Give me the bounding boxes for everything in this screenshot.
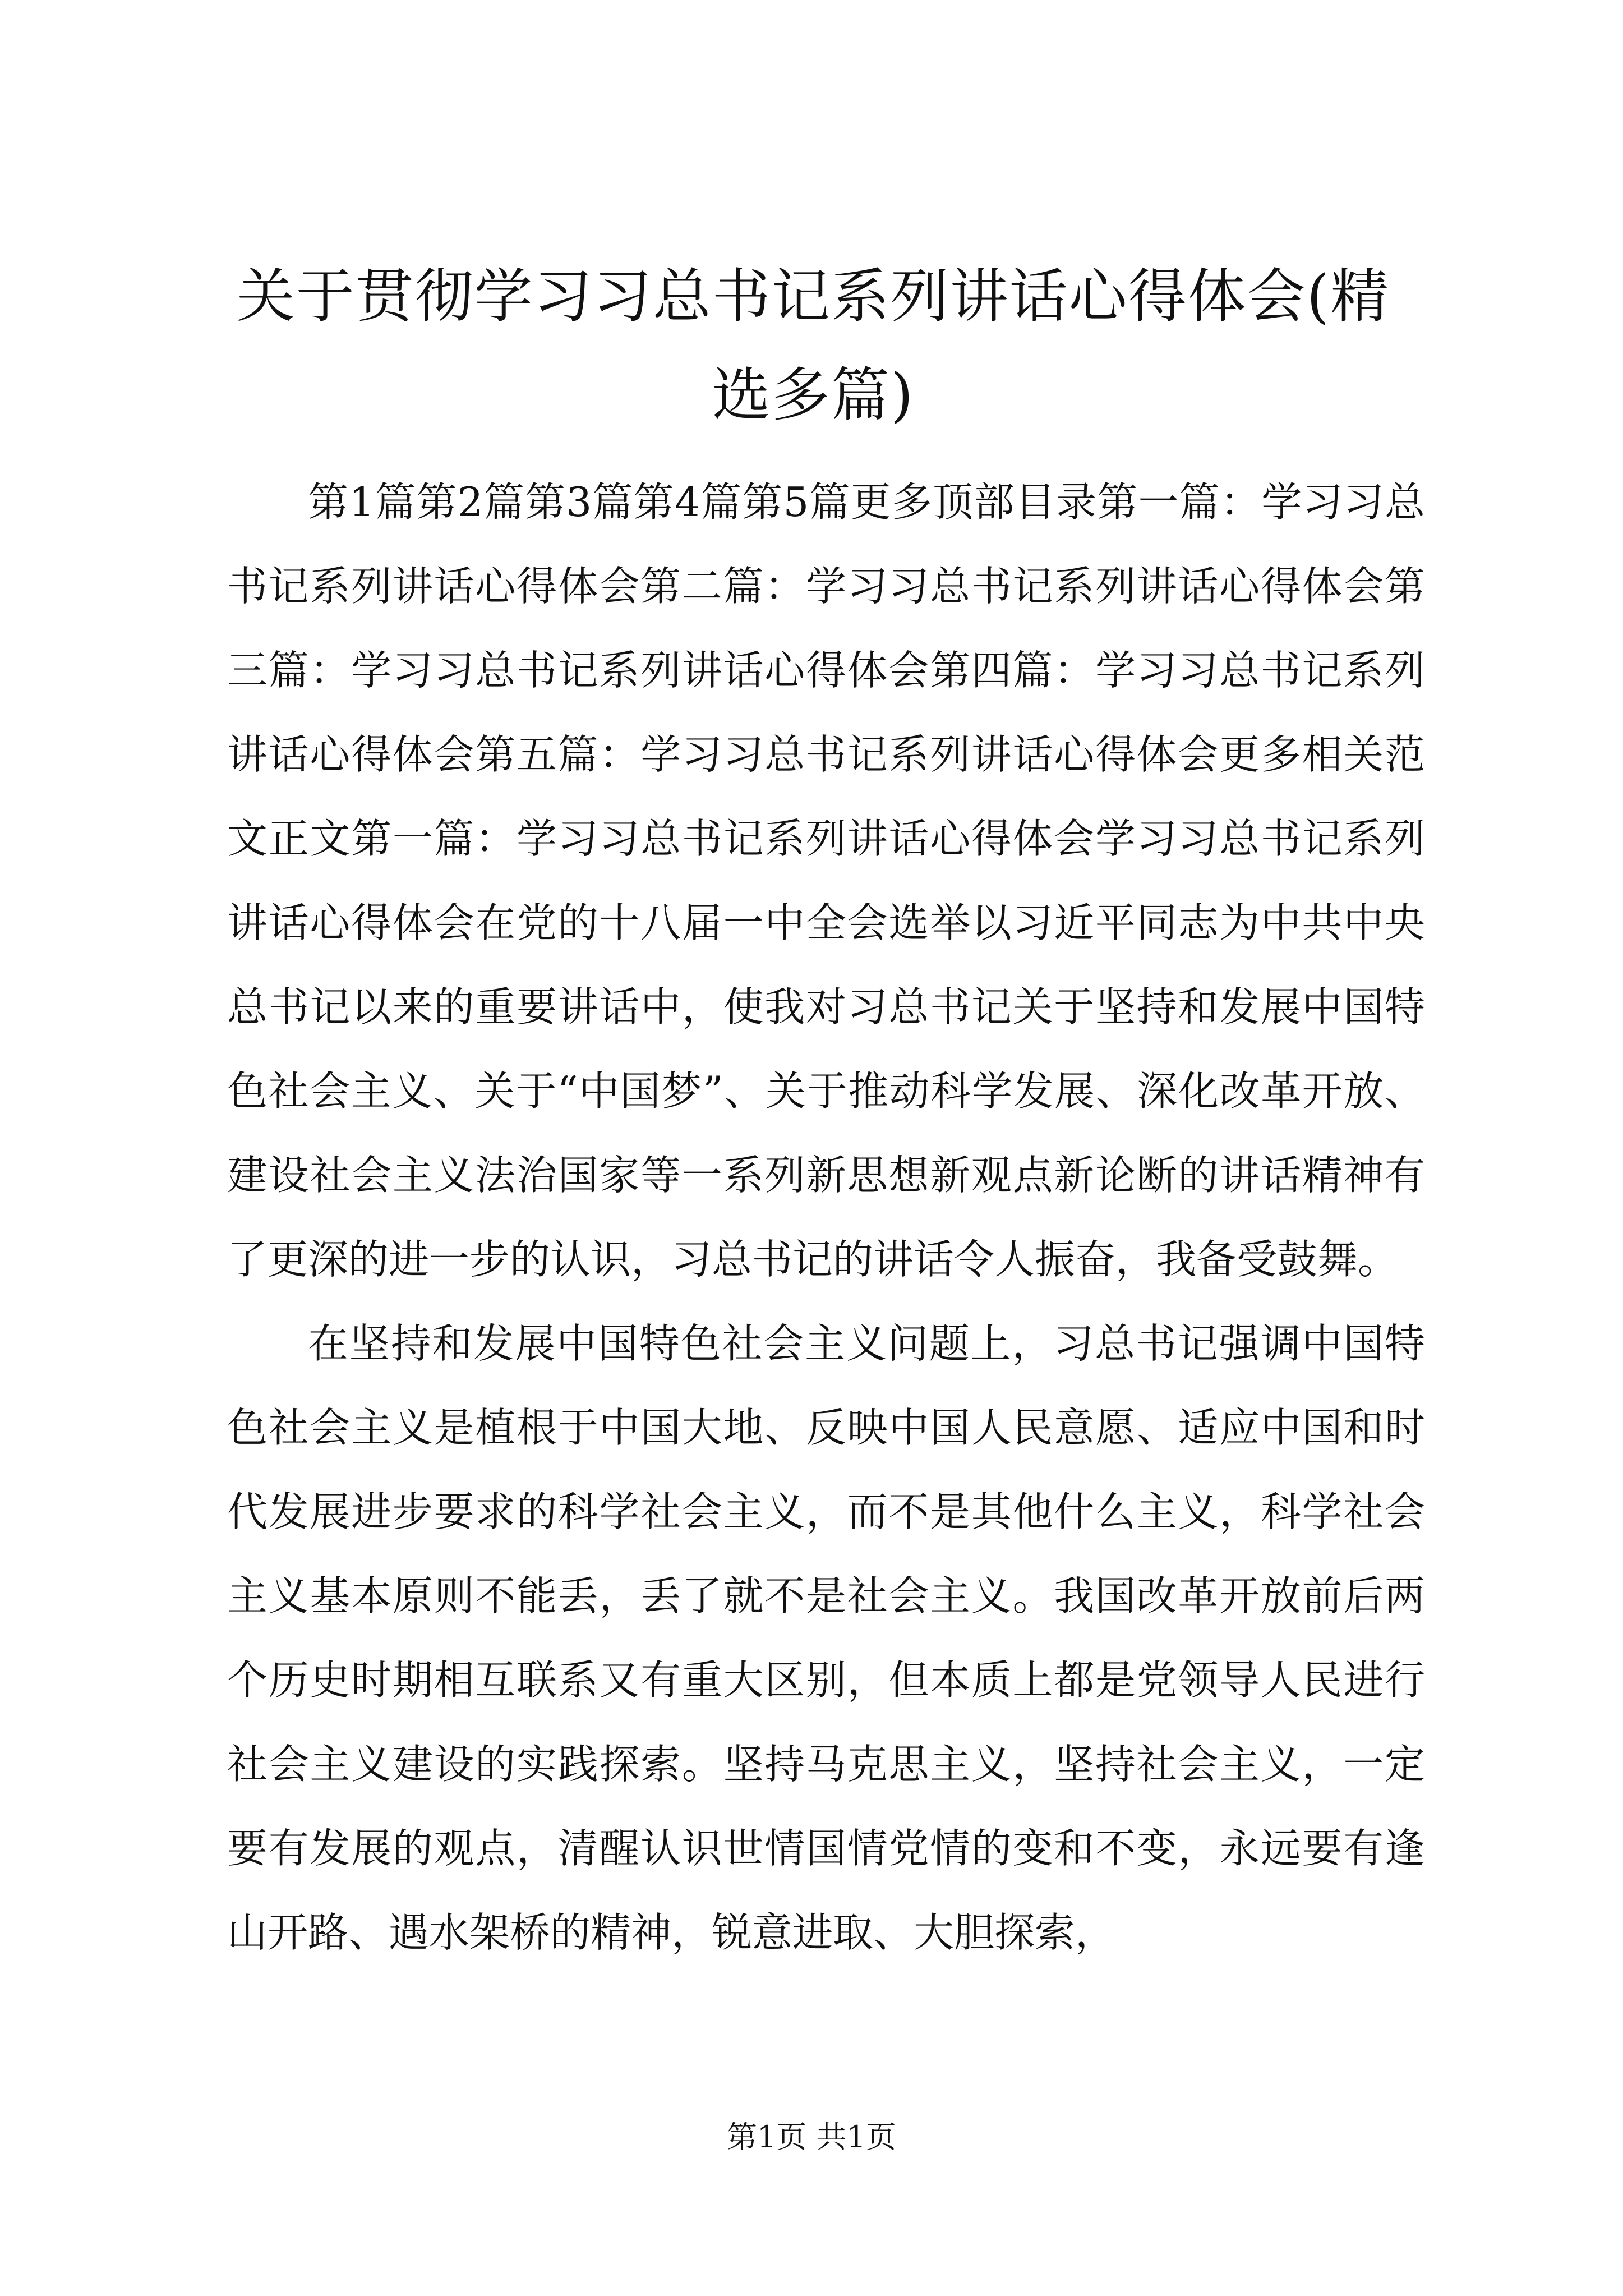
document-body [227, 460, 1425, 1975]
document-title: 关于贯彻学习习总书记系列讲话心得体会(精选多篇) [236, 262, 1390, 429]
body-paragraph: 第1篇第2篇第3篇第4篇第5篇更多顶部目录第一篇：学习习总书记系列讲话心得体会第二篇：学习习总书记系列讲话心得体会第三篇：学习习总书记系列讲话心得体会第四篇：学习习总书记系列讲话心得体会第五篇：学习习总书记系列讲话心得体会更多相关范文正文第一篇：学习习总书记系列讲话心得体会学习习总书记系列讲话心得体会在党的十八届一中全会选举以习近平同志为中共中央总书记以来的重要讲话中，使我对习总书记关于坚持和发展中国特色社会主义、关于“中国梦”、关于推动科学发展、深化改革开放、建设社会主义法治国家等一系列新思想新观点新论断的讲话精神有了更深的进一步的认识，习总书记的讲话令人振奋，我备受鼓舞。 [227, 478, 1425, 1283]
page-footer: 第1页 共1页 [727, 2119, 896, 2155]
body-paragraph: 在坚持和发展中国特色社会主义问题上，习总书记强调中国特色社会主义是植根于中国大地、反映中国人民意愿、适应中国和时代发展进步要求的科学社会主义，而不是其他什么主义，科学社会主义基本原则不能丢，丢了就不是社会主义。我国改革开放前后两个历史时期相互联系又有重大区别，但本质上都是党领导人民进行社会主义建设的实践探索。坚持马克思主义，坚持社会主义，一定要有发展的观点，清醒认识世情国情党情的变和不变，永远要有逢山开路、遇水架桥的精神，锐意进取、大胆探索， [227, 1320, 1425, 1956]
